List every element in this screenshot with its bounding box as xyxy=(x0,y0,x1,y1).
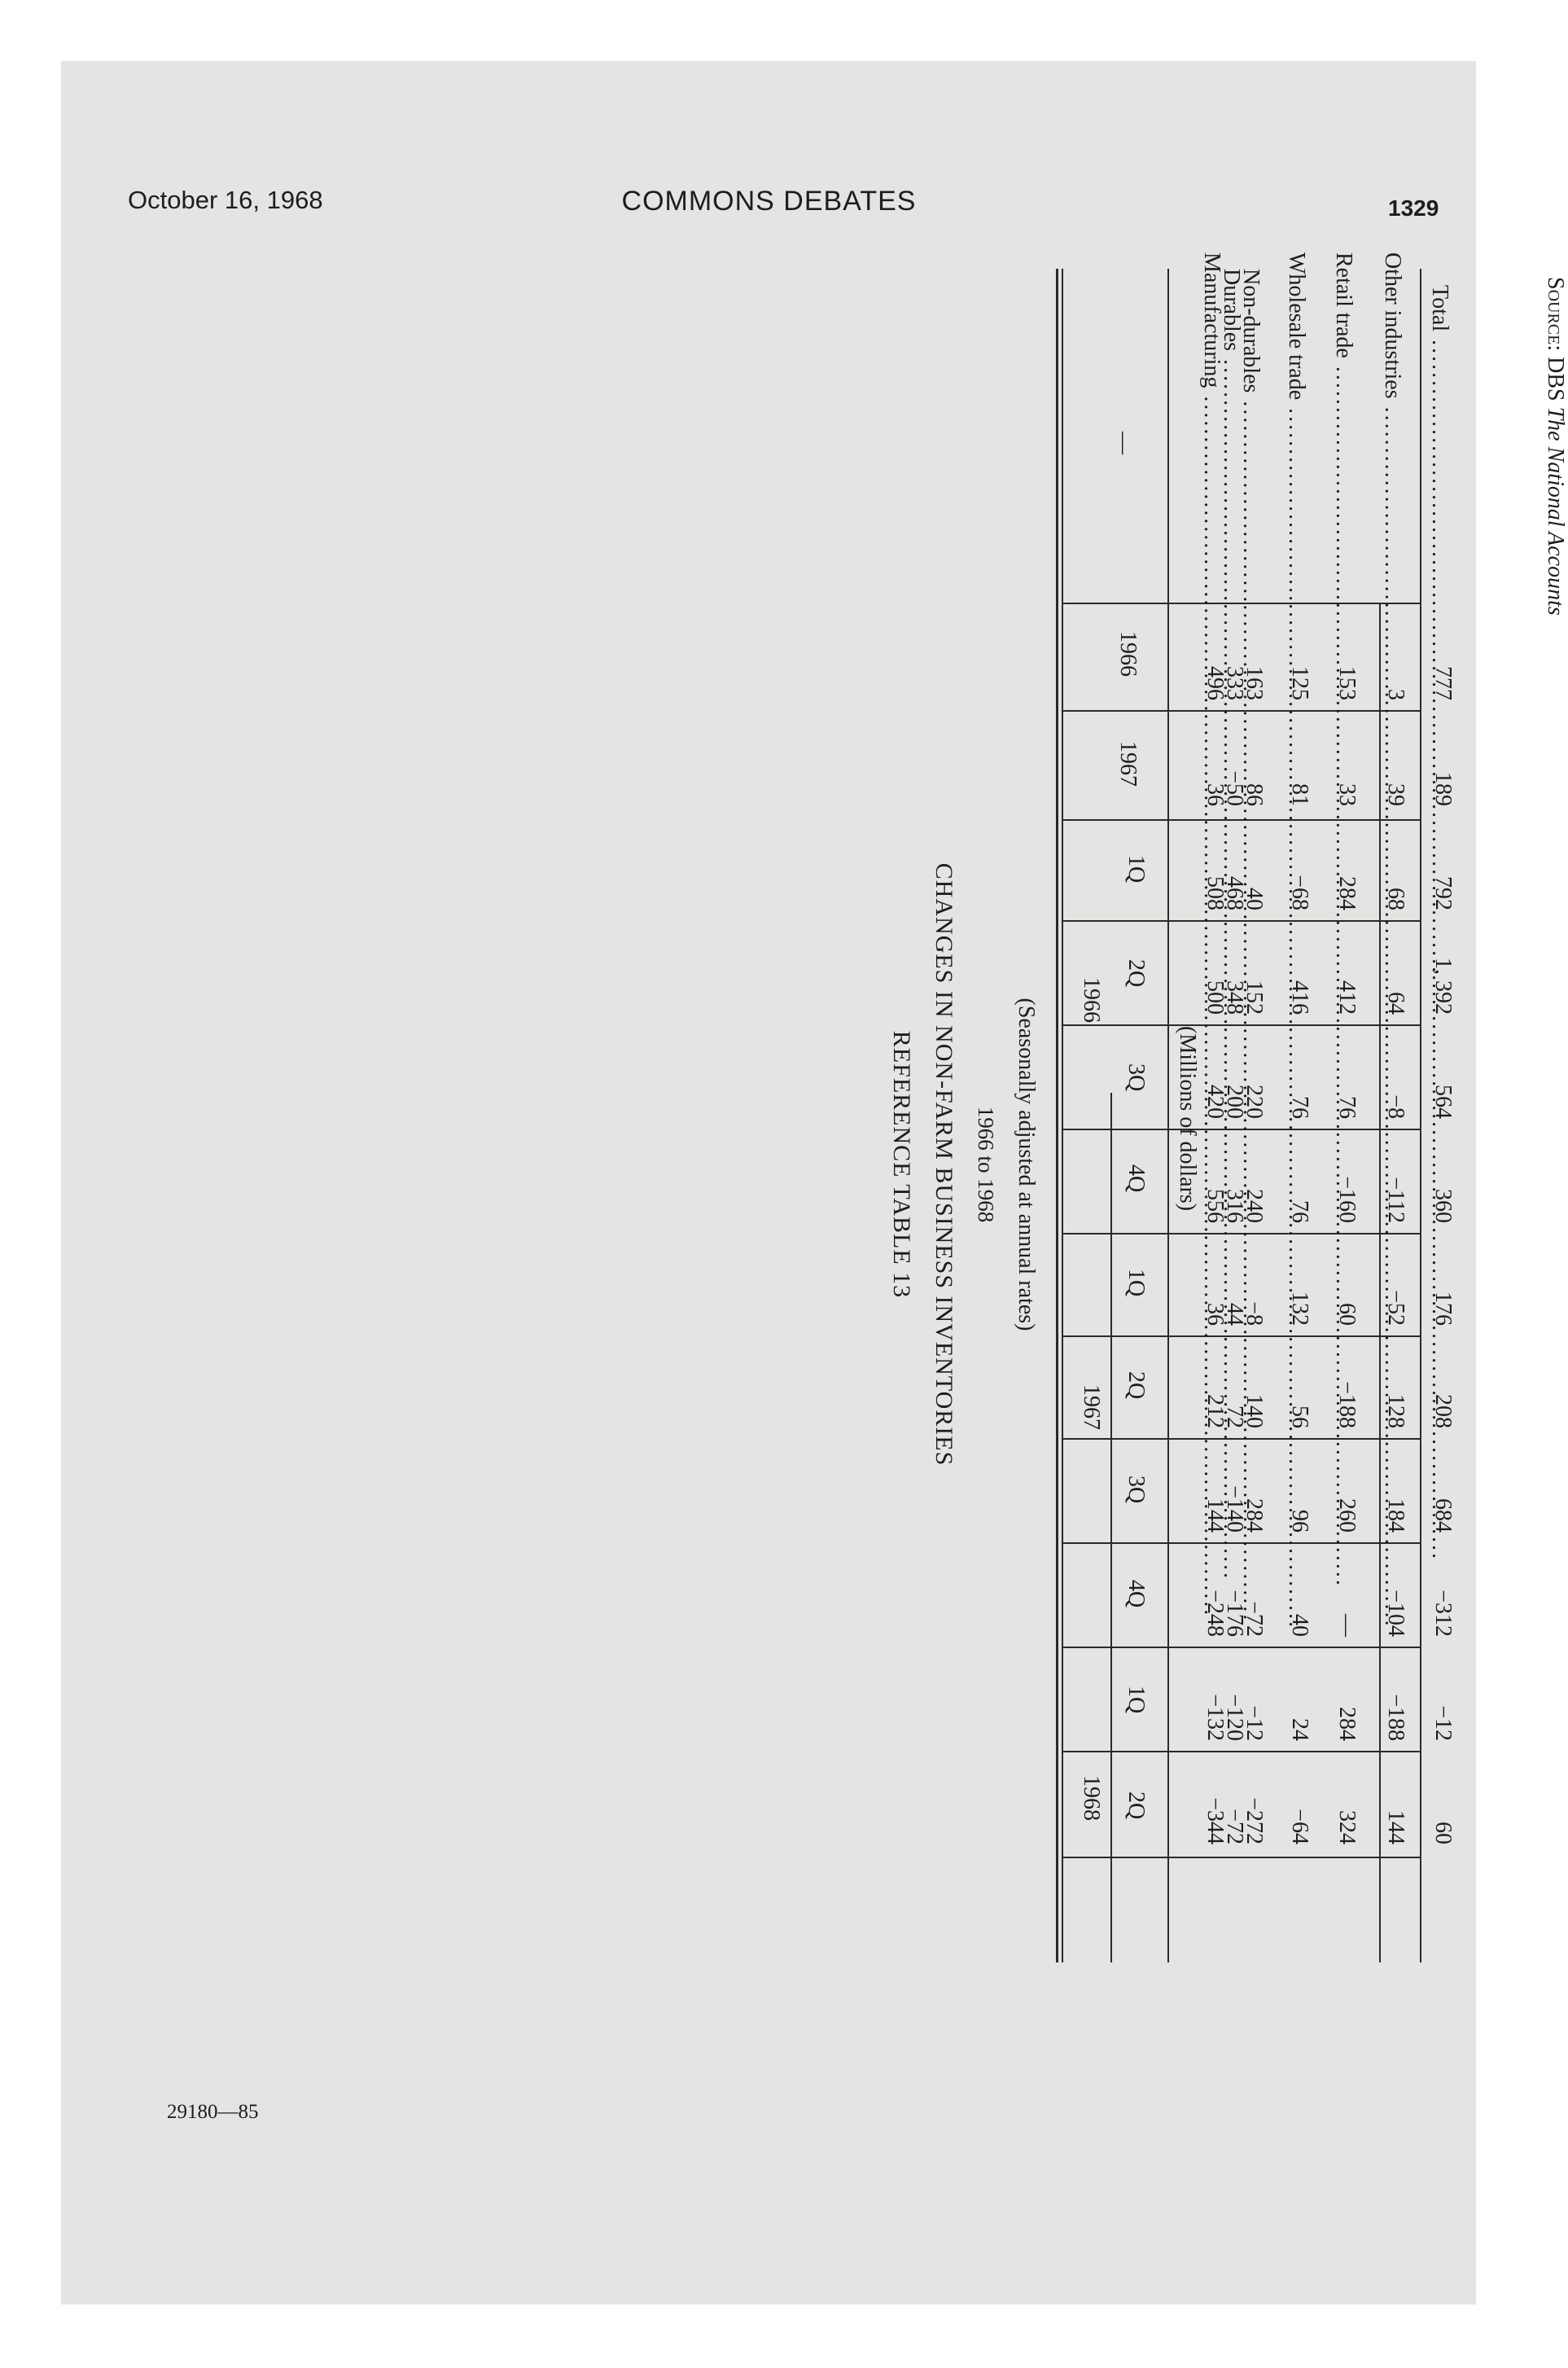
table-cell: 284 xyxy=(1334,876,1360,910)
table-cell: 416 xyxy=(1287,980,1312,1015)
table-cell: −188 xyxy=(1334,1381,1360,1428)
table-cell: 260 xyxy=(1334,1498,1360,1533)
table-cell: −12 xyxy=(1430,1705,1456,1741)
table-cell: 64 xyxy=(1383,992,1408,1015)
row-label-durables: Durables ..... xyxy=(1218,269,1244,578)
table-cell: 40 xyxy=(1287,1614,1312,1637)
table-cell: 144 xyxy=(1383,1810,1408,1844)
source-title: The National Accounts xyxy=(1543,406,1568,616)
rotated-table-block xyxy=(696,244,1568,2085)
table-cell: 212 xyxy=(1202,1394,1228,1428)
table-cell: −72 xyxy=(1242,1601,1267,1637)
footer-code: 29180—85 xyxy=(167,2101,259,2123)
table-cell: −50 xyxy=(1222,770,1247,806)
table-cell: −68 xyxy=(1287,875,1312,910)
source-text: DBS xyxy=(1543,357,1568,401)
table-cell: −8 xyxy=(1242,1301,1267,1326)
table-cell: −120 xyxy=(1222,1694,1247,1741)
table-cell: −248 xyxy=(1202,1590,1228,1637)
rule xyxy=(1056,269,1058,1962)
page-number: 1329 xyxy=(1388,195,1439,221)
table-cell: 39 xyxy=(1383,783,1408,806)
row-label-other: Other industries ..... xyxy=(1379,252,1405,562)
table-cell: −132 xyxy=(1202,1694,1228,1741)
source-note xyxy=(1542,277,1568,616)
table-cell: 3 xyxy=(1383,689,1408,700)
quarter-header: 3Q xyxy=(1123,1476,1149,1504)
rule xyxy=(1062,269,1063,1962)
table-title-line1: REFERENCE TABLE 13 xyxy=(888,1030,915,1299)
table-cell: 333 xyxy=(1222,666,1247,700)
table-cell: 200 xyxy=(1222,1085,1247,1119)
group-header-1968: 1968 xyxy=(1079,1775,1104,1821)
group-header-1967: 1967 xyxy=(1079,1384,1104,1430)
table-cell: −344 xyxy=(1202,1797,1228,1844)
table-cell: 1, 392 xyxy=(1430,958,1456,1015)
quarter-header: 3Q xyxy=(1123,1063,1149,1092)
table-cell: 76 xyxy=(1334,1096,1360,1119)
col-header-1966: 1966 xyxy=(1115,631,1141,677)
table-cell: 140 xyxy=(1242,1394,1267,1428)
table-title-line2: CHANGES IN NON-FARM BUSINESS INVENTORIES xyxy=(931,862,957,1467)
row-label-manufacturing: Manufacturing ..... xyxy=(1198,252,1224,562)
table-cell: 33 xyxy=(1334,783,1360,806)
table-cell: 153 xyxy=(1334,666,1360,700)
table-cell: 176 xyxy=(1430,1291,1456,1326)
table-title-line4: (Seasonally adjusted at annual rates) xyxy=(1014,998,1039,1331)
table-cell: −12 xyxy=(1242,1705,1267,1741)
table-cell: −112 xyxy=(1383,1177,1408,1223)
table-cell: −52 xyxy=(1383,1290,1408,1326)
source-label: Source: xyxy=(1543,277,1568,352)
table-cell: 96 xyxy=(1287,1510,1312,1533)
table-cell: 163 xyxy=(1242,666,1267,700)
quarter-header: 1Q xyxy=(1123,1269,1149,1297)
table-cell: 76 xyxy=(1287,1200,1312,1223)
inventory-table xyxy=(1063,244,1568,2085)
table-cell: 412 xyxy=(1334,980,1360,1015)
table-cell: 792 xyxy=(1430,876,1456,910)
table-cell: 468 xyxy=(1222,876,1247,910)
table-cell: 420 xyxy=(1202,1085,1228,1119)
table-cell: — xyxy=(1334,1614,1360,1637)
table-cell: −312 xyxy=(1430,1590,1456,1637)
row-label-non-durables: Non-durables ..... xyxy=(1237,269,1264,578)
table-cell: 564 xyxy=(1430,1085,1456,1119)
table-cell: −176 xyxy=(1222,1590,1247,1637)
table-cell: 220 xyxy=(1242,1085,1267,1119)
quarter-header: 4Q xyxy=(1123,1580,1149,1608)
table-cell: −104 xyxy=(1383,1590,1408,1637)
table-cell: −140 xyxy=(1222,1485,1247,1533)
header-date: October 16, 1968 xyxy=(128,186,323,214)
table-cell: −64 xyxy=(1287,1809,1312,1844)
row-label-total: Total ..... xyxy=(1426,285,1452,594)
quarter-header: 2Q xyxy=(1123,1371,1149,1400)
table-cell: 44 xyxy=(1222,1303,1247,1326)
row-label-wholesale: Wholesale trade ..... xyxy=(1283,252,1309,562)
table-cell: −160 xyxy=(1334,1176,1360,1223)
rule xyxy=(1167,269,1169,1962)
table-cell: 68 xyxy=(1383,888,1408,910)
quarter-header: 2Q xyxy=(1123,1791,1149,1820)
table-cell: 60 xyxy=(1334,1303,1360,1326)
table-cell: 125 xyxy=(1287,666,1312,700)
table-cell: 189 xyxy=(1430,772,1456,806)
table-cell: 60 xyxy=(1430,1822,1456,1844)
quarter-header: 4Q xyxy=(1123,1164,1149,1193)
table-cell: 500 xyxy=(1202,980,1228,1015)
table-cell: 40 xyxy=(1242,888,1267,910)
col-rule xyxy=(1063,1751,1421,1752)
table-cell: 240 xyxy=(1242,1189,1267,1223)
table-cell: 24 xyxy=(1287,1718,1312,1741)
unit-note: (Millions of dollars) xyxy=(1175,1026,1200,1212)
table-cell: 684 xyxy=(1430,1498,1456,1533)
col-rule xyxy=(1063,1857,1421,1858)
table-cell: 316 xyxy=(1222,1189,1247,1223)
table-cell: 208 xyxy=(1430,1394,1456,1428)
table-cell: 36 xyxy=(1202,1303,1228,1326)
table-cell: 144 xyxy=(1202,1498,1228,1533)
col-rule xyxy=(1063,1647,1421,1648)
stub-header: — xyxy=(1111,432,1137,454)
table-cell: 184 xyxy=(1383,1498,1408,1533)
group-header-1966: 1966 xyxy=(1079,977,1104,1023)
table-cell: 76 xyxy=(1287,1096,1312,1119)
rule xyxy=(1420,269,1421,1962)
row-label-retail: Retail trade ..... xyxy=(1330,252,1356,562)
table-cell: 348 xyxy=(1222,980,1247,1015)
table-cell: 324 xyxy=(1334,1810,1360,1844)
table-cell: 56 xyxy=(1287,1405,1312,1428)
table-title-line3: 1966 to 1968 xyxy=(974,1106,998,1223)
table-cell: 152 xyxy=(1242,980,1267,1015)
table-cell: 777 xyxy=(1430,666,1456,700)
table-cell: 284 xyxy=(1242,1498,1267,1533)
table-cell: 81 xyxy=(1287,783,1312,806)
table-cell: 86 xyxy=(1242,783,1267,806)
table-cell: −8 xyxy=(1383,1094,1408,1119)
quarter-header: 2Q xyxy=(1123,959,1149,988)
quarter-header: 1Q xyxy=(1123,1686,1149,1714)
table-cell: 284 xyxy=(1334,1707,1360,1741)
table-cell: 556 xyxy=(1202,1189,1228,1223)
table-cell: −188 xyxy=(1383,1694,1408,1741)
table-cell: 72 xyxy=(1222,1405,1247,1428)
table-cell: 496 xyxy=(1202,666,1228,700)
table-cell: 36 xyxy=(1202,783,1228,806)
table-cell: 508 xyxy=(1202,876,1228,910)
header-title: COMMONS DEBATES xyxy=(621,186,917,217)
col-header-1967: 1967 xyxy=(1115,741,1141,787)
table-cell: 128 xyxy=(1383,1394,1408,1428)
rule xyxy=(1110,1093,1112,1962)
table-cell: −72 xyxy=(1222,1809,1247,1844)
table-cell: 132 xyxy=(1287,1291,1312,1326)
table-cell: 360 xyxy=(1430,1189,1456,1223)
quarter-header: 1Q xyxy=(1123,855,1149,884)
table-cell: −272 xyxy=(1242,1797,1267,1844)
